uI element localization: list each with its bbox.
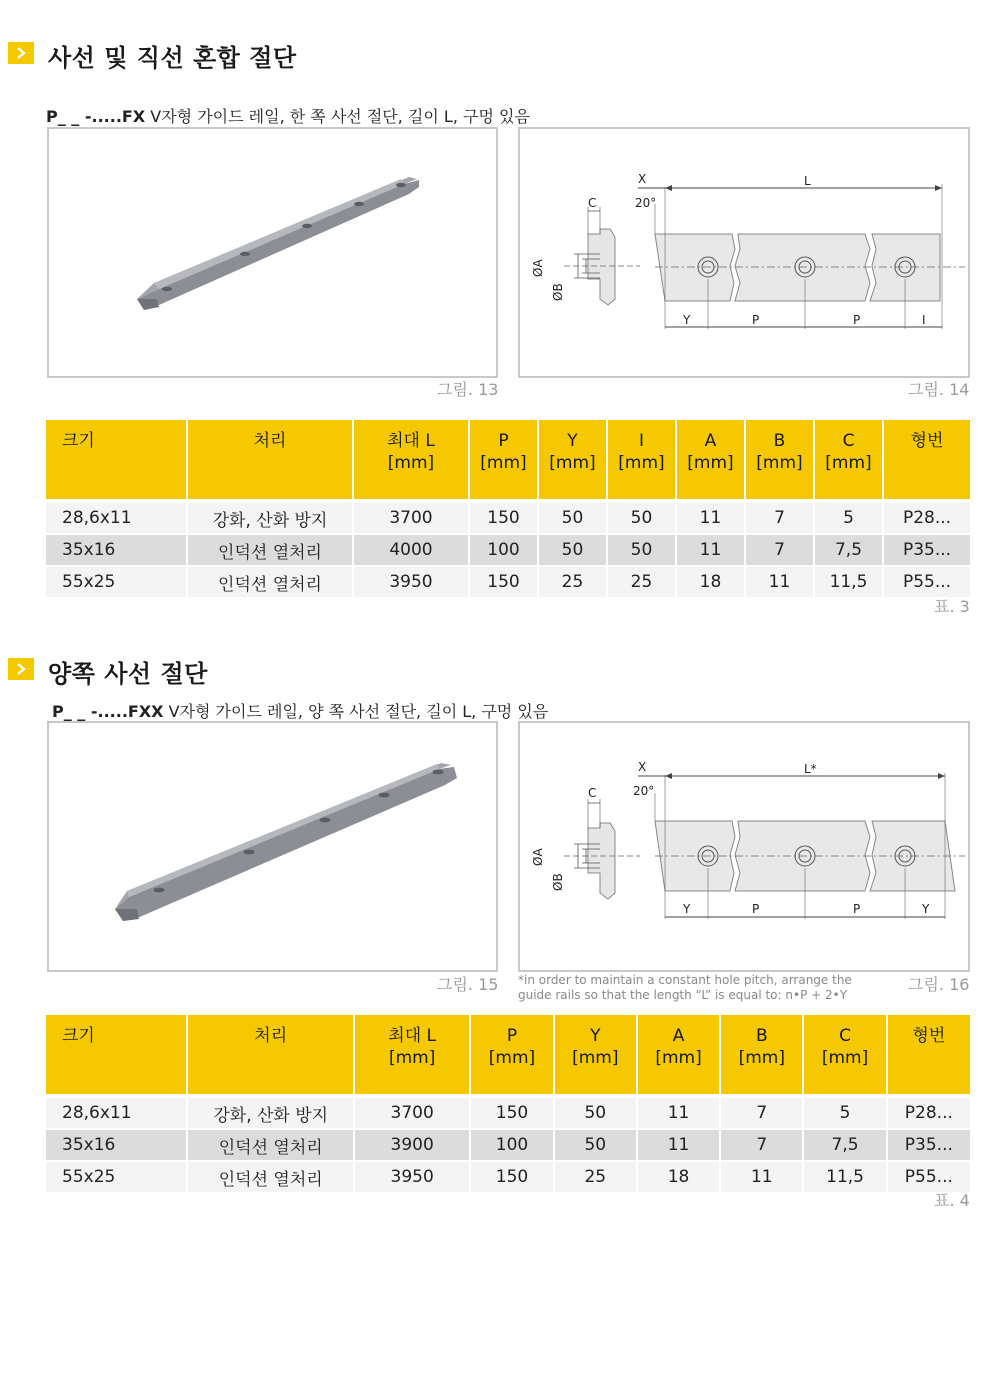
dim-b-label: ØB — [551, 873, 565, 891]
table-row — [46, 501, 970, 533]
dim-b-label: ØB — [551, 283, 565, 301]
section-title: 사선 및 직선 혼합 절단 — [48, 44, 297, 72]
table-cell: 50 — [608, 501, 675, 533]
product-subtitle — [52, 699, 548, 722]
table-cell: 18 — [638, 1160, 719, 1192]
table-cell: 7,5 — [815, 533, 882, 565]
table-cell: P28... — [888, 1096, 970, 1128]
spec-table — [44, 420, 972, 597]
product-code: P_ _ -.....FXX — [52, 702, 164, 721]
dim-x-label: X — [638, 760, 647, 774]
column-header: A [mm] — [638, 1015, 719, 1096]
table-cell: 50 — [555, 1096, 636, 1128]
column-header: 형번 — [884, 420, 970, 501]
dim-c-label: C — [588, 196, 597, 210]
dim-p1-label: P — [752, 313, 760, 327]
section-arrow-icon — [8, 658, 34, 680]
table-caption: 표. 4 — [934, 1191, 970, 1210]
table-cell: 7 — [721, 1096, 802, 1128]
table-cell: 4000 — [354, 533, 468, 565]
technical-drawing-figure — [518, 127, 970, 378]
table-cell: 11 — [638, 1128, 719, 1160]
table-cell: 100 — [470, 533, 537, 565]
table-cell: 5 — [815, 501, 882, 533]
table-cell: 50 — [539, 501, 606, 533]
rail-render-figure — [47, 721, 498, 972]
table-cell: 18 — [677, 565, 744, 597]
section-title: 양쪽 사선 절단 — [48, 660, 208, 688]
table-cell: 5 — [804, 1096, 885, 1128]
table-cell: 150 — [471, 1160, 552, 1192]
table-cell: 50 — [608, 533, 675, 565]
column-header: 최대 L [mm] — [355, 1015, 469, 1096]
table-cell: 11 — [677, 533, 744, 565]
table-cell: 11 — [638, 1096, 719, 1128]
dim-a-label: ØA — [531, 259, 545, 277]
table-cell: 3950 — [355, 1160, 469, 1192]
table-cell: P35... — [884, 533, 970, 565]
table-cell: 11,5 — [815, 565, 882, 597]
table-cell: 강화, 산화 방지 — [188, 501, 352, 533]
dim-angle-label: 20° — [633, 784, 655, 798]
column-header: A [mm] — [677, 420, 744, 501]
dim-c-label: C — [588, 786, 597, 800]
figure-note: *in order to maintain a constant hole pitch, arrange the guide rails so that the length “L” is equal to: n•P + 2•Y — [518, 973, 852, 1002]
table-row — [46, 1160, 970, 1192]
table-cell: P55... — [884, 565, 970, 597]
dim-end-label: I — [922, 313, 926, 327]
table-cell: 강화, 산화 방지 — [188, 1096, 353, 1128]
figure-caption: 그림. 16 — [908, 975, 970, 994]
dim-y-label: Y — [683, 313, 691, 327]
table-cell: 인덕션 열처리 — [188, 1160, 353, 1192]
dim-p2-label: P — [853, 313, 861, 327]
dim-end-label: Y — [922, 902, 930, 916]
dim-a-label: ØA — [531, 848, 545, 866]
dim-p2-label: P — [853, 902, 861, 916]
table-row — [46, 533, 970, 565]
product-description: V자형 가이드 레일, 양 쪽 사선 절단, 길이 L, 구멍 있음 — [163, 702, 549, 721]
column-header: Y [mm] — [539, 420, 606, 501]
dim-l-label: L — [804, 174, 811, 188]
figure-caption: 그림. 13 — [437, 380, 499, 399]
column-header: 형번 — [888, 1015, 970, 1096]
table-cell: 100 — [471, 1128, 552, 1160]
figure-caption: 그림. 15 — [437, 975, 499, 994]
dim-x-label: X — [638, 172, 647, 186]
table-row — [46, 1128, 970, 1160]
figure-caption: 그림. 14 — [908, 380, 970, 399]
product-description: V자형 가이드 레일, 한 쪽 사선 절단, 길이 L, 구멍 있음 — [145, 107, 530, 126]
column-header: C [mm] — [815, 420, 882, 501]
table-cell: 3700 — [354, 501, 468, 533]
table-cell: 28,6x11 — [46, 501, 186, 533]
table-caption: 표. 3 — [934, 597, 970, 616]
table-cell: 인덕션 열처리 — [188, 565, 352, 597]
spec-table — [44, 1015, 972, 1192]
column-header: 최대 L [mm] — [354, 420, 468, 501]
table-row — [46, 1096, 970, 1128]
table-cell: 25 — [539, 565, 606, 597]
section-arrow-icon — [8, 42, 34, 64]
table-cell: 55x25 — [46, 565, 186, 597]
table-cell: 28,6x11 — [46, 1096, 186, 1128]
table-cell: 7 — [721, 1128, 802, 1160]
table-cell: 25 — [608, 565, 675, 597]
table-cell: P35... — [888, 1128, 970, 1160]
table-cell: P55... — [888, 1160, 970, 1192]
table-cell: 인덕션 열처리 — [188, 1128, 353, 1160]
column-header: 크기 — [46, 420, 186, 501]
table-header-row — [46, 420, 970, 501]
table-header-row — [46, 1015, 970, 1096]
column-header: P [mm] — [471, 1015, 552, 1096]
dim-angle-label: 20° — [635, 196, 657, 210]
dim-p1-label: P — [752, 902, 760, 916]
table-cell: 55x25 — [46, 1160, 186, 1192]
table-cell: 7,5 — [804, 1128, 885, 1160]
table-row — [46, 565, 970, 597]
rail-render-figure — [47, 127, 498, 378]
table-cell: 25 — [555, 1160, 636, 1192]
table-cell: 7 — [746, 501, 813, 533]
table-cell: 3700 — [355, 1096, 469, 1128]
dim-l-label: L* — [804, 762, 817, 776]
column-header: 처리 — [188, 1015, 353, 1096]
column-header: B [mm] — [721, 1015, 802, 1096]
table-cell: 11 — [746, 565, 813, 597]
table-cell: 11 — [677, 501, 744, 533]
table-cell: 150 — [471, 1096, 552, 1128]
column-header: 크기 — [46, 1015, 186, 1096]
table-cell: 3950 — [354, 565, 468, 597]
table-cell: 3900 — [355, 1128, 469, 1160]
column-header: 처리 — [188, 420, 352, 501]
table-cell: 인덕션 열처리 — [188, 533, 352, 565]
table-cell: 11 — [721, 1160, 802, 1192]
dim-y-label: Y — [683, 902, 691, 916]
table-cell: 7 — [746, 533, 813, 565]
product-code: P_ _ -.....FX — [46, 107, 146, 126]
technical-drawing-figure — [518, 721, 970, 972]
table-cell: 11,5 — [804, 1160, 885, 1192]
table-cell: P28... — [884, 501, 970, 533]
column-header: B [mm] — [746, 420, 813, 501]
table-cell: 50 — [555, 1128, 636, 1160]
column-header: Y [mm] — [555, 1015, 636, 1096]
table-cell: 35x16 — [46, 1128, 186, 1160]
column-header: P [mm] — [470, 420, 537, 501]
table-cell: 150 — [470, 501, 537, 533]
table-cell: 35x16 — [46, 533, 186, 565]
column-header: C [mm] — [804, 1015, 885, 1096]
table-cell: 150 — [470, 565, 537, 597]
column-header: I [mm] — [608, 420, 675, 501]
product-subtitle — [46, 104, 530, 127]
table-cell: 50 — [539, 533, 606, 565]
